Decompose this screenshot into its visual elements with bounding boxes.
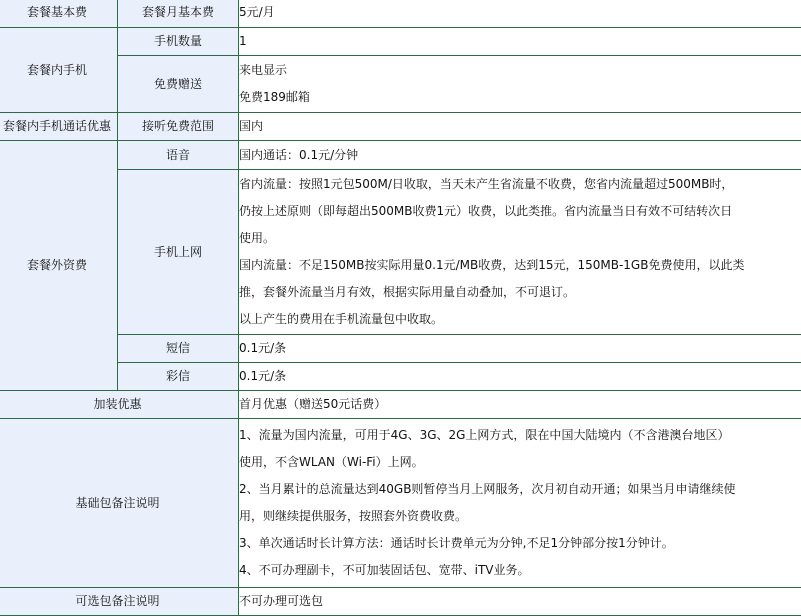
internet-line: 国内流量：不足150MB按实际用量0.1元/MB收费，达到15元，150MB-1GB免费使用，以此类 bbox=[239, 258, 745, 272]
mobile-internet-values bbox=[239, 170, 801, 335]
base-notes-label: 基础包备注说明 bbox=[0, 419, 239, 588]
gift-item: 免费189邮箱 bbox=[239, 90, 310, 104]
table-row bbox=[0, 419, 801, 588]
voice-label: 语音 bbox=[118, 141, 239, 170]
table-row bbox=[0, 335, 801, 363]
optional-notes-value: 不可办理可选包 bbox=[239, 588, 801, 616]
phone-count-value: 1 bbox=[239, 28, 801, 56]
call-offer-label: 套餐内手机通话优惠 bbox=[0, 113, 118, 141]
phone-label: 套餐内手机 bbox=[0, 28, 118, 113]
free-answer-scope-value: 国内 bbox=[239, 113, 801, 141]
base-notes-values bbox=[239, 419, 801, 588]
internet-line: 以上产生的费用在手机流量包中收取。 bbox=[239, 312, 444, 326]
mms-value: 0.1元/条 bbox=[239, 363, 801, 391]
internet-line: 省内流量：按照1元包500M/日收取，当天未产生省流量不收费，您省内流量超过500MB时， bbox=[239, 177, 734, 191]
table-row bbox=[0, 588, 801, 616]
free-gift-label: 免费赠送 bbox=[118, 56, 239, 113]
free-answer-scope-label: 接听免费范围 bbox=[118, 113, 239, 141]
table-row bbox=[0, 0, 801, 28]
internet-line: 使用。 bbox=[239, 231, 276, 245]
table-row bbox=[0, 56, 801, 113]
internet-line: 推，套餐外流量当月有效，根据实际用量自动叠加，不可退订。 bbox=[239, 285, 576, 299]
note-line: 4、不可办理副卡，不可加装固话包、宽带、iTV业务。 bbox=[239, 563, 530, 577]
table-row bbox=[0, 363, 801, 391]
sms-value: 0.1元/条 bbox=[239, 335, 801, 363]
voice-value: 国内通话：0.1元/分钟 bbox=[239, 141, 801, 170]
mms-label: 彩信 bbox=[118, 363, 239, 391]
gift-item: 来电显示 bbox=[239, 63, 288, 77]
table-row bbox=[0, 113, 801, 141]
mobile-internet-label: 手机上网 bbox=[118, 170, 239, 335]
install-offer-value: 首月优惠（赠送50元话费） bbox=[239, 391, 801, 419]
install-offer-label: 加装优惠 bbox=[0, 391, 239, 419]
free-gift-values bbox=[239, 56, 801, 113]
note-line: 1、流量为国内流量，可用于4G、3G、2G上网方式，限在中国大陆境内（不含港澳台地区） bbox=[239, 428, 730, 442]
note-line: 用，则继续提供服务，按照套外资费收费。 bbox=[239, 509, 468, 523]
sms-label: 短信 bbox=[118, 335, 239, 363]
table-row bbox=[0, 28, 801, 56]
note-line: 3、单次通话时长计算方法：通话时长计费单元为分钟,不足1分钟部分按1分钟计。 bbox=[239, 536, 674, 550]
extra-fees-label: 套餐外资费 bbox=[0, 141, 118, 391]
table-row bbox=[0, 391, 801, 419]
optional-notes-label: 可选包备注说明 bbox=[0, 588, 239, 616]
note-line: 2、当月累计的总流量达到40GB则暂停当月上网服务，次月初自动开通；如果当月申请继续使 bbox=[239, 482, 736, 496]
phone-count-label: 手机数量 bbox=[118, 28, 239, 56]
table-row bbox=[0, 141, 801, 170]
monthly-base-fee-value: 5元/月 bbox=[239, 0, 801, 28]
internet-line: 仍按上述原则（即每超出500MB收费1元）收费，以此类推。省内流量当日有效不可结转次日 bbox=[239, 204, 733, 218]
base-fee-label: 套餐基本费 bbox=[0, 0, 118, 28]
monthly-base-fee-label: 套餐月基本费 bbox=[118, 0, 239, 28]
table-row bbox=[0, 170, 801, 335]
note-line: 使用，不含WLAN（Wi-Fi）上网。 bbox=[239, 455, 424, 469]
